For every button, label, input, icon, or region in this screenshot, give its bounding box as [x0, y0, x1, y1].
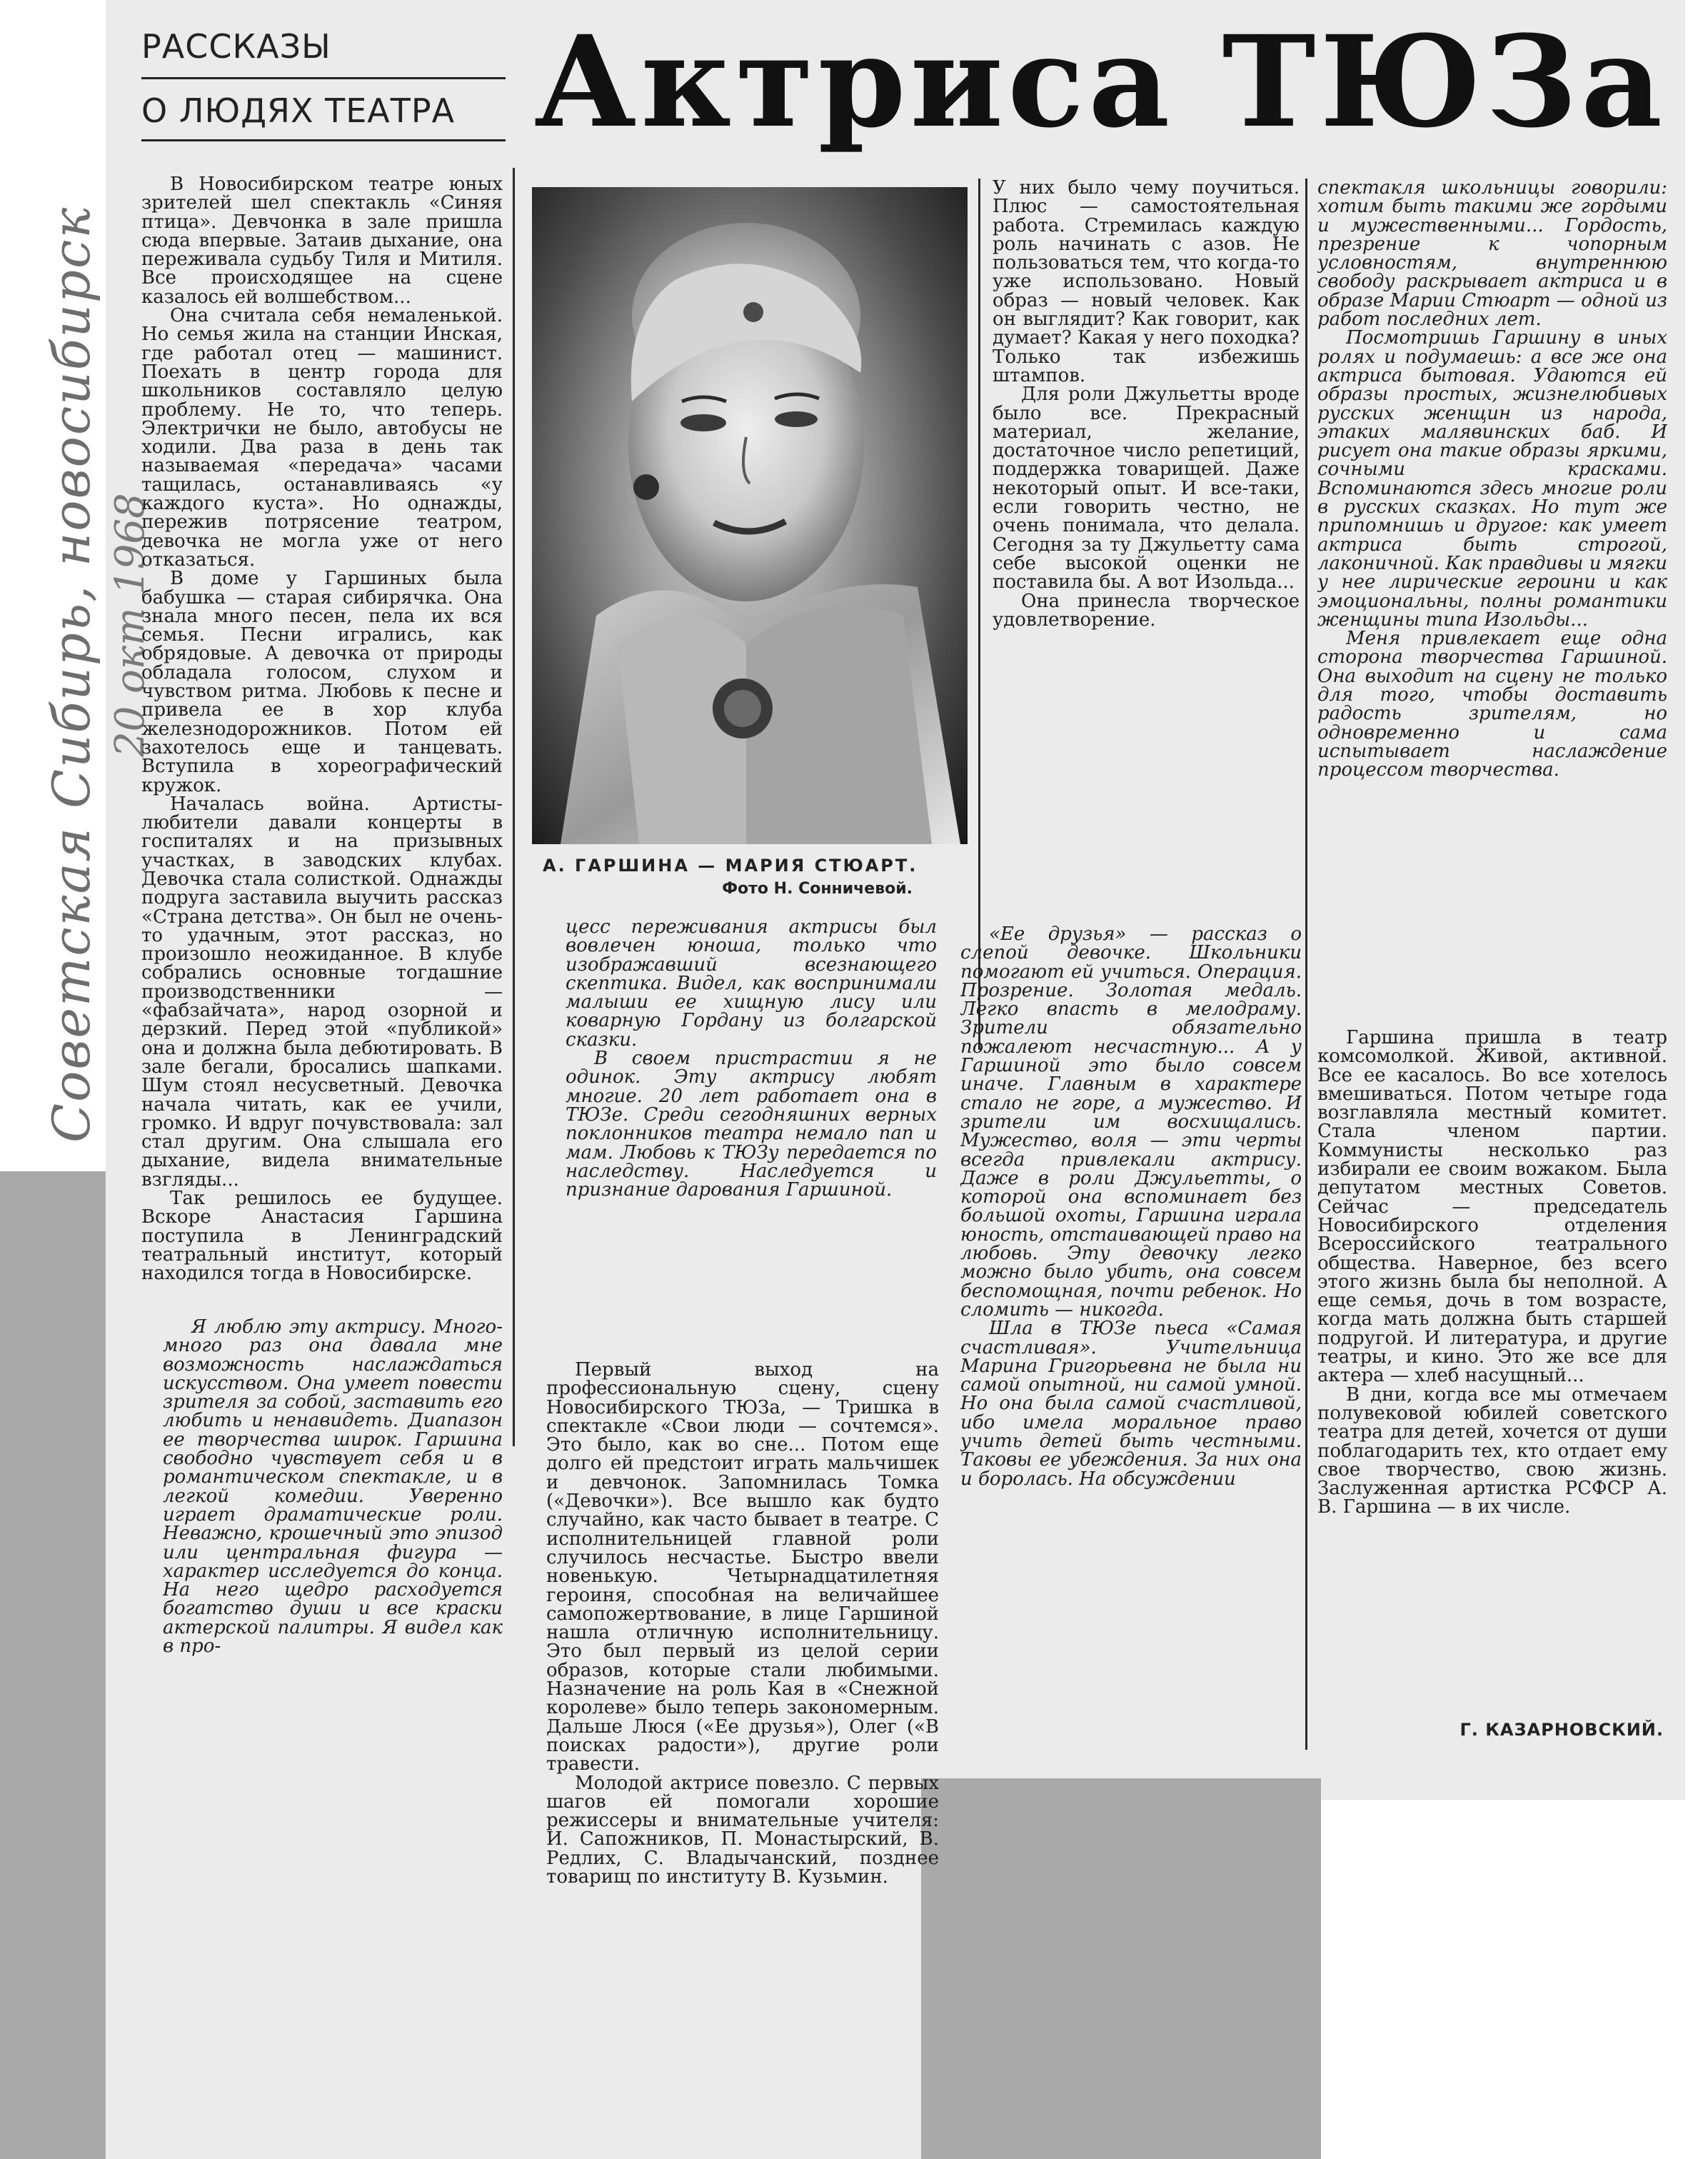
- column-2: [546, 1361, 939, 2153]
- col1-paragraph: Она считала себя немаленькой. Но семья жила на станции Инская, где работал отец — машинист. Поехать в центр города для школьников составляло целую проблему. Не то, что теперь. Электрички не было, автобусы не ходили. Два раза в день так называемая «передача» часами тащилась, останавливаясь «у каждого куста». Но однажды, пережив потрясение театром, девочка не могла уже от него отказаться.: [141, 305, 503, 571]
- col1-italic-paragraph: Я люблю эту актрису. Много-много раз она давала мне возможность наслаждаться искусством. Она умеет повести зрителя за собой, заставить его любить и ненавидеть. Диапазон ее творчества широк. Гаршина свободно чувствует себя и в романтическом спектакле, и в легкой комедии. Уверенно играет драматические роли. Неважно, крошечный это эпизод или центральная фигура — характер исследуется до конца. На него щедро расходуется богатство души и все краски актерской палитры. Я видел как в про-: [163, 1318, 503, 1658]
- col1-paragraph: В доме у Гаршиных была бабушка — старая сибирячка. Она знала много песен, пела их вся семья. Песни игрались, как обрядовые. А девочка от природы обладала голосом, слухом и чувством ритма. Любовь к песне и привела ее в хор клуба железнодорожников. Потом ей захотелось еще и танцевать. Вступила в хореографический кружок.: [141, 568, 503, 796]
- rubric-rule-bottom: [141, 139, 506, 141]
- handwritten-note: Советская Сибирь, новосибирск: [41, 206, 101, 1143]
- handwritten-date: 20 окт 1968: [107, 493, 154, 757]
- gray-backdrop-bottom: [921, 1757, 1321, 2159]
- column-4: [1317, 1028, 1667, 1714]
- column-rule-1: [513, 168, 515, 1446]
- col4-italic-paragraph: спектакля школьницы говорили: хотим быть такими же гордыми и мужественными... Гордость, презрение к чопорным условностям, внутреннюю свободу раскрывает актриса и в образе Марии Стюарт — одной из работ последних лет.: [1317, 179, 1667, 331]
- rubric-rule-top: [141, 77, 506, 79]
- gray-backdrop-left: [0, 1171, 114, 2159]
- col4-paragraph: В дни, когда все мы отмечаем полувековой юбилей советского театра для детей, хочется от души поблагодарить тех, кто отдает ему свое творчество, свою жизнь. Заслуженная артистка РСФСР А. В. Гаршина — в их числе.: [1317, 1383, 1667, 1518]
- col3-italic-paragraph: «Ее друзья» — рассказ о слепой девочке. Школьники помогают ей учиться. Операция. Прозрение. Золотая медаль. Легко впасть в мелодраму. Зрители обязательно пожалеют несчастную... А у Гаршиной это было совсем иначе. Главным в характере стало не горе, а мужество. И зрители им восхищались. Мужество, воля — эти черты всегда привлекали актрису. Даже в роли Джульетты, о которой она вспоминает без большой охоты, Гаршина играла юность, отстаивающей право на любовь. Эту девочку легко можно было убить, она совсем беспомощная, почти ребенок. Но сломить — никогда.: [960, 925, 1302, 1321]
- col3-italic-paragraph: Шла в ТЮЗе пьеса «Самая счастливая». Учительница Марина Григорьевна не была ни самой опытной, ни самой умной. Но она была самой счастливой, ибо имела моральное право учить детей быть честными. Таковы ее убеждения. За них она и боролась. На обсуждении: [960, 1318, 1302, 1490]
- clipping-bottom-right: [1321, 1771, 1685, 1800]
- author-signature: Г. КАЗАРНОВСКИЙ.: [1460, 1720, 1664, 1740]
- col2-paragraph: Молодой актрисе повезло. С первых шагов ей помогали хорошие режиссеры и внимательные учителя: И. Сапожников, П. Монастырский, В. Редлих, С. Владычанский, позднее товарищ по институту В. Кузьмин.: [546, 1772, 939, 1888]
- col1-paragraph: Так решилось ее будущее. Вскоре Анастасия Гаршина поступила в Ленинградский театральный институт, который находился тогда в Новосибирске.: [141, 1188, 503, 1285]
- column-1-italic: [163, 1318, 503, 2153]
- column-rule-3: [1305, 179, 1307, 1750]
- column-4-italic: [1317, 179, 1667, 1021]
- column-1: [141, 175, 503, 1296]
- col2-paragraph: Первый выход на профессиональную сцену, сцену Новосибирского ТЮЗа, — Тришка в спектакле «Свои люди — сочтемся». Это было, как во сне... Потом еще долго ей предстоит играть мальчишек и девчонок. Запомнилась Томка («Девочки»). Все вышло как будто случайно, как часто бывает в театре. С исполнительницей главной роли случилось несчастье. Быстро ввели новенькую. Четырнадцатилетняя героиня, способная на величайшее самопожертвование, в лице Гаршиной нашла отличную исполнительницу. Это был первый из целой серии образов, которые стали любимыми. Назначение на роль Кая в «Снежной королеве» было теперь закономерным. Дальше Люся («Ее друзья»), Олег («В поисках радости»), другие роли травести.: [546, 1361, 939, 1775]
- column-3: [993, 179, 1300, 921]
- col4-paragraph: Гаршина пришла в театр комсомолкой. Живой, активной. Все ее касалось. Во все хотелось вмешиваться. Потом четыре года возглавляла местный комитет. Стала членом партии. Коммунисты несколько раз избирали ее своим вожаком. Была депутатом местных Советов. Сейчас — председатель Новосибирского отделения Всероссийского театрального общества. Наверное, без всего этого жизнь была бы неполной. А еще семья, дочь в том возрасте, когда мать должна быть старшей подругой. И литература, и другие театры, и кино. Это же все для актера — хлеб насущный...: [1317, 1028, 1667, 1387]
- headline: Актриса ТЮЗа: [534, 8, 1667, 156]
- column-rule-2: [978, 179, 980, 1050]
- rubric-line-1: РАССКАЗЫ: [141, 27, 331, 66]
- col1-paragraph: Началась война. Артисты-любители давали концерты в госпиталях и на призывных участках, в заводских клубах. Девочка стала солисткой. Однажды подруга заставила выучить рассказ «Страна детства». Он был не очень-то удачным, этот рассказ, но произошло неожиданное. В клубе собрались основные тогдашние производственники — «фабзайчата», народ озорной и дерзкий. Перед этой «публикой» она и должна была дебютировать. В зале бегали, бросались шапками. Шум стоял несусветный. Девочка начала читать, как ее учили, громко. И вдруг почувствовала: зал стал другим. Она слышала его дыхание, видела внимательные взгляды...: [141, 793, 503, 1191]
- col3-paragraph: Для роли Джульетты вроде было все. Прекрасный материал, желание, достаточное число репетиций, поддержка товарищей. Даже некоторый опыт. И все-таки, если говорить честно, не очень понимала, что делала. Сегодня за ту Джульетту сама себе высокой оценки не поставила бы. А вот Изольда...: [993, 384, 1300, 593]
- col2-italic-paragraph: цесс переживания актрисы был вовлечен юноша, только что изображавший всезнающего скептика. Видел, как воспринимали малыши ее хищную лису или коварную Гордану из болгарской сказки.: [566, 918, 937, 1051]
- col2-italic-paragraph: В своем пристрастии я не одинок. Эту актрису любят многие. 20 лет работает она в ТЮЗе. Среди сегодняшних верных поклонников театра немало пап и мам. Любовь к ТЮЗу передается по наследству. Наследуется и признание дарования Гаршиной.: [566, 1048, 937, 1201]
- col4-italic-paragraph: Посмотришь Гаршину в иных ролях и подумаешь: а все же она актриса бытовая. Удаются ей образы простых, жизнелюбивых русских женщин из народа, этаких малявинских баб. И рисует она такие образы яркими, сочными красками. Вспоминаются здесь многие роли в русских сказках. Но тут же припомнишь и другое: как умеет актриса быть строгой, лаконичной. Как правдивы и мягки у нее лирические героини и как эмоциональны, полны романтики женщины типа Изольды...: [1317, 327, 1667, 631]
- rubric-line-2: О ЛЮДЯХ ТЕАТРА: [141, 91, 456, 130]
- column-3-italic: [960, 925, 1302, 1746]
- column-2-italic: [566, 918, 937, 1350]
- photo-credit: Фото Н. Сонничевой.: [722, 880, 913, 898]
- col3-paragraph: Она принесла творческое удовлетворение.: [993, 590, 1300, 631]
- col4-italic-paragraph: Меня привлекает еще одна сторона творчества Гаршиной. Она выходит на сцену не только для того, чтобы доставить радость зрителям, но одновременно и сама испытывает наслаждение процессом творчества.: [1317, 628, 1667, 781]
- col1-paragraph: В Новосибирском театре юных зрителей шел спектакль «Синяя птица». Девчонка в зале пришла сюда впервые. Затаив дыхание, она переживала судьбу Тиля и Митиля. Все происходящее на сцене казалось ей волшебством...: [141, 175, 503, 308]
- col3-paragraph: У них было чему поучиться. Плюс — самостоятельная работа. Стремилась каждую роль начинать с азов. Не пользоваться тем, что когда-то уже использовано. Новый образ — новый человек. Как он выглядит? Как говорит, как думает? Какая у него походка? Только так избежишь штампов.: [993, 179, 1300, 386]
- photo-caption: А. ГАРШИНА — МАРИЯ СТЮАРТ.: [543, 856, 918, 876]
- actress-photo: [532, 187, 968, 844]
- actress-portrait-graphic: [532, 187, 968, 844]
